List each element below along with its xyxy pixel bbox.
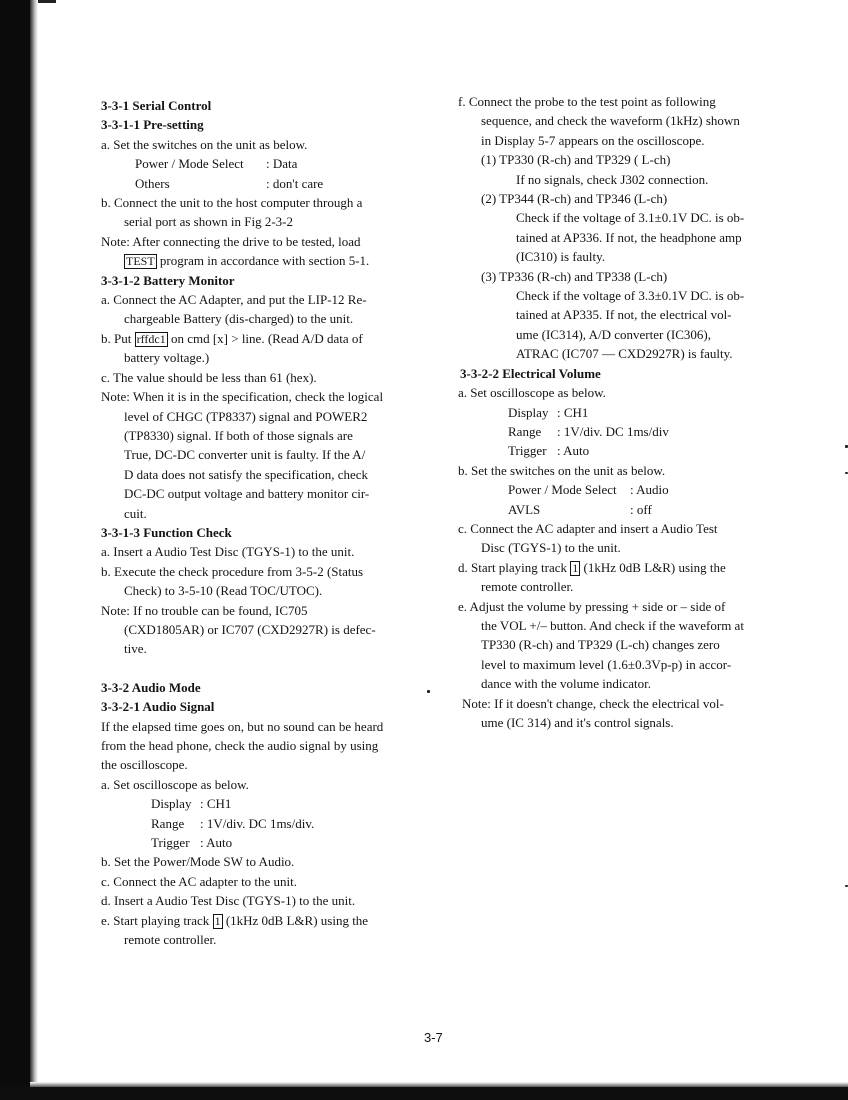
step-text: c. Connect the AC adapter and insert a Audio Test	[458, 520, 718, 536]
step-text: a. Set the switches on the unit as below.	[101, 136, 308, 152]
setting-key: Display	[151, 796, 192, 812]
step-text: a. Insert a Audio Test Disc (TGYS-1) to the unit.	[101, 544, 355, 560]
section-heading: 3-3-2 Audio Mode	[101, 679, 201, 695]
test-program-box: TEST	[126, 254, 155, 269]
subsection-heading: 3-3-2-1 Audio Signal	[101, 699, 215, 715]
setting-row	[458, 441, 768, 460]
step-text: dance with the volume indicator.	[481, 676, 652, 692]
sequence-note: ume (IC314), A/D converter (IC306),	[516, 326, 711, 342]
note-text: True, DC-DC converter unit is faulty. If the A/	[124, 447, 366, 463]
subsection-heading: 3-3-1-3 Function Check	[101, 524, 232, 540]
step-prefix: d. Start playing track	[458, 559, 571, 575]
step-text: in Display 5-7 appears on the oscilloscope.	[481, 132, 705, 148]
step-prefix: b. Put	[101, 330, 135, 346]
note-text	[101, 251, 416, 270]
setting-row	[458, 422, 768, 441]
setting-value: : Audio	[630, 482, 669, 498]
step-text: the VOL +/– button. And check if the waveform at	[481, 617, 744, 633]
sequence-item: (1) TP330 (R-ch) and TP329 ( L-ch)	[481, 152, 671, 168]
section-heading: 3-3-1 Serial Control	[101, 98, 212, 113]
setting-key: Trigger	[508, 443, 547, 459]
subsection-heading: 3-3-2-2 Electrical Volume	[460, 365, 601, 381]
setting-value: : CH1	[557, 404, 589, 420]
note-text: tive.	[124, 641, 147, 657]
setting-row	[101, 174, 416, 193]
subsection-heading: 3-3-1-2 Battery Monitor	[101, 272, 235, 288]
scan-edge-tick	[38, 0, 56, 3]
scan-speck	[427, 690, 430, 693]
step-text: a. Connect the AC Adapter, and put the LIP-12 Re-	[101, 292, 367, 308]
step-text	[458, 558, 768, 577]
step-text	[101, 329, 416, 348]
note-text: (CXD1805AR) or IC707 (CXD2927R) is defec-	[124, 621, 376, 637]
setting-value: : CH1	[200, 796, 232, 812]
step-text: serial port as shown in Fig 2-3-2	[124, 214, 293, 230]
command-box: rffdc1	[136, 331, 166, 346]
note-text: D data does not satisfy the specification, check	[124, 466, 369, 482]
step-text: level to maximum level (1.6±0.3Vp-p) in accor-	[481, 656, 732, 672]
step-suffix: (1kHz 0dB L&R) using the	[580, 559, 726, 575]
track-box: 1	[214, 913, 221, 928]
note-text: Note: After connecting the drive to be tested, load	[101, 233, 361, 249]
scan-edge-shadow	[30, 0, 38, 1100]
step-text: a. Set oscilloscope as below.	[458, 385, 606, 401]
subsection-heading: 3-3-1-1 Pre-setting	[101, 117, 204, 133]
left-column	[101, 96, 416, 949]
step-text: sequence, and check the waveform (1kHz) shown	[481, 113, 740, 129]
sequence-note: (IC310) is faulty.	[516, 249, 606, 265]
step-text: a. Set oscilloscope as below.	[101, 776, 249, 792]
scan-edge-left	[0, 0, 30, 1100]
sequence-note: tained at AP335. If not, the electrical vol-	[516, 307, 732, 323]
note-text: ume (IC 314) and it's control signals.	[481, 715, 674, 730]
setting-value: : Data	[266, 156, 298, 172]
setting-value: : don't care	[266, 175, 324, 191]
step-text: chargeable Battery (dis-charged) to the unit.	[124, 311, 354, 327]
step-suffix: on cmd [x] > line. (Read A/D data of	[167, 330, 363, 346]
setting-key: Range	[508, 423, 542, 439]
paragraph-line: the oscilloscope.	[101, 757, 188, 773]
step-prefix: e. Start playing track	[101, 912, 213, 928]
setting-key: Power / Mode Select	[135, 156, 244, 172]
step-text: f. Connect the probe to the test point as following	[458, 94, 716, 109]
setting-row	[458, 403, 768, 422]
note-text: (TP8330) signal. If both of those signals are	[124, 427, 353, 443]
sequence-note: ATRAC (IC707 — CXD2927R) is faulty.	[516, 346, 733, 362]
setting-key: AVLS	[508, 501, 541, 517]
step-text: b. Execute the check procedure from 3-5-2 (Status	[101, 563, 364, 579]
sequence-item: (2) TP344 (R-ch) and TP346 (L-ch)	[481, 191, 668, 207]
step-text: Check) to 3-5-10 (Read TOC/UTOC).	[124, 583, 323, 599]
setting-key: Others	[135, 175, 170, 191]
setting-row	[101, 794, 416, 813]
paragraph-line: from the head phone, check the audio signal by using	[101, 738, 379, 753]
setting-row	[101, 814, 416, 833]
step-text: c. The value should be less than 61 (hex).	[101, 369, 317, 385]
step-text: c. Connect the AC adapter to the unit.	[101, 873, 298, 889]
setting-value: : off	[630, 501, 652, 517]
spacer	[101, 659, 416, 678]
sequence-note: If no signals, check J302 connection.	[516, 171, 709, 187]
sequence-item: (3) TP336 (R-ch) and TP338 (L-ch)	[481, 268, 668, 284]
note-text: cuit.	[124, 505, 147, 521]
note-text: Note: If it doesn't change, check the electrical vol-	[462, 695, 724, 711]
step-text: b. Set the switches on the unit as below.	[458, 462, 666, 478]
step-text: b. Set the Power/Mode SW to Audio.	[101, 854, 295, 870]
step-text: remote controller.	[124, 932, 217, 948]
note-continuation: program in accordance with section 5-1.	[156, 253, 370, 269]
setting-value: : 1V/div. DC 1ms/div.	[200, 815, 315, 831]
note-text: level of CHGC (TP8337) signal and POWER2	[124, 408, 368, 424]
step-text: d. Insert a Audio Test Disc (TGYS-1) to the unit.	[101, 893, 356, 909]
setting-row	[101, 833, 416, 852]
paragraph-line: If the elapsed time goes on, but no sound can be heard	[101, 718, 384, 734]
sequence-note: Check if the voltage of 3.1±0.1V DC. is ob-	[516, 210, 745, 226]
step-text: battery voltage.)	[124, 350, 210, 366]
setting-value: : 1V/div. DC 1ms/div	[557, 423, 669, 439]
page-number: 3-7	[424, 1030, 443, 1045]
scan-edge-bottom	[0, 1087, 848, 1100]
note-text: DC-DC output voltage and battery monitor cir-	[124, 486, 370, 502]
sequence-note: tained at AP336. If not, the headphone amp	[516, 229, 742, 245]
note-text: Note: When it is in the specification, check the logical	[101, 389, 384, 405]
setting-row	[101, 154, 416, 173]
step-text: e. Adjust the volume by pressing + side or – side of	[458, 598, 726, 614]
setting-row	[458, 480, 768, 499]
setting-key: Display	[508, 404, 549, 420]
step-text	[101, 911, 416, 930]
step-text: b. Connect the unit to the host computer through a	[101, 195, 363, 211]
step-suffix: (1kHz 0dB L&R) using the	[222, 912, 369, 928]
setting-row	[458, 500, 768, 519]
setting-value: : Auto	[557, 443, 590, 459]
track-box: 1	[572, 560, 579, 575]
setting-value: : Auto	[200, 835, 233, 851]
sequence-note: Check if the voltage of 3.3±0.1V DC. is ob-	[516, 288, 745, 304]
step-text: TP330 (R-ch) and TP329 (L-ch) changes zero	[481, 637, 720, 653]
note-text: Note: If no trouble can be found, IC705	[101, 602, 308, 618]
step-text: Disc (TGYS-1) to the unit.	[481, 540, 621, 556]
setting-key: Power / Mode Select	[508, 482, 617, 498]
setting-key: Trigger	[151, 835, 190, 851]
setting-key: Range	[151, 815, 185, 831]
step-text: remote controller.	[481, 579, 574, 595]
right-column	[458, 92, 768, 732]
